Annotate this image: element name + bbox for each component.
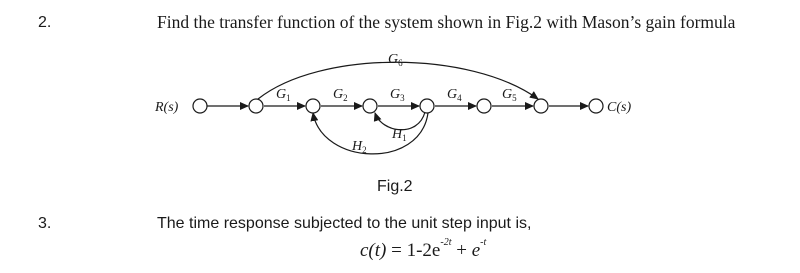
- branch-h2: [313, 113, 428, 154]
- output-label: C(s): [607, 100, 632, 115]
- question-2-text: Find the transfer function of the system shown in Fig.2 with Mason’s gain formula: [157, 12, 736, 32]
- eq-exp1: -2t: [440, 236, 452, 248]
- question-3-text: The time response subjected to the unit step input is,: [157, 215, 532, 232]
- eq-exp2: -t: [480, 236, 487, 248]
- gain-g4: $G_4$: [447, 87, 462, 103]
- gain-g5: $G_5$: [502, 87, 517, 103]
- gain-h2: $H_2$: [352, 139, 367, 155]
- gain-h1: $H_1$: [392, 127, 407, 143]
- eq-lhs: c(t): [360, 240, 387, 261]
- question-2-number: 2.: [38, 14, 52, 31]
- eq-term2: e: [471, 240, 481, 261]
- input-label: R(s): [155, 100, 179, 115]
- node-6: [534, 99, 548, 113]
- step-response-equation: [360, 236, 487, 262]
- eq-equals: =: [391, 240, 402, 261]
- node-2: [306, 99, 320, 113]
- eq-plus: +: [456, 240, 467, 261]
- gain-g2: $G_2$: [333, 87, 348, 103]
- figure-caption: Fig.2: [377, 178, 413, 195]
- gain-g1: $G_1$: [276, 87, 291, 103]
- node-output: [589, 99, 603, 113]
- eq-term1: 1-2e: [406, 240, 441, 261]
- node-3: [363, 99, 377, 113]
- gain-g3: $G_3$: [390, 87, 405, 103]
- node-1: [249, 99, 263, 113]
- question-3-number: 3.: [38, 215, 52, 232]
- node-input: [193, 99, 207, 113]
- gain-g6: $G_6$: [388, 52, 403, 68]
- node-5: [477, 99, 491, 113]
- node-4: [420, 99, 434, 113]
